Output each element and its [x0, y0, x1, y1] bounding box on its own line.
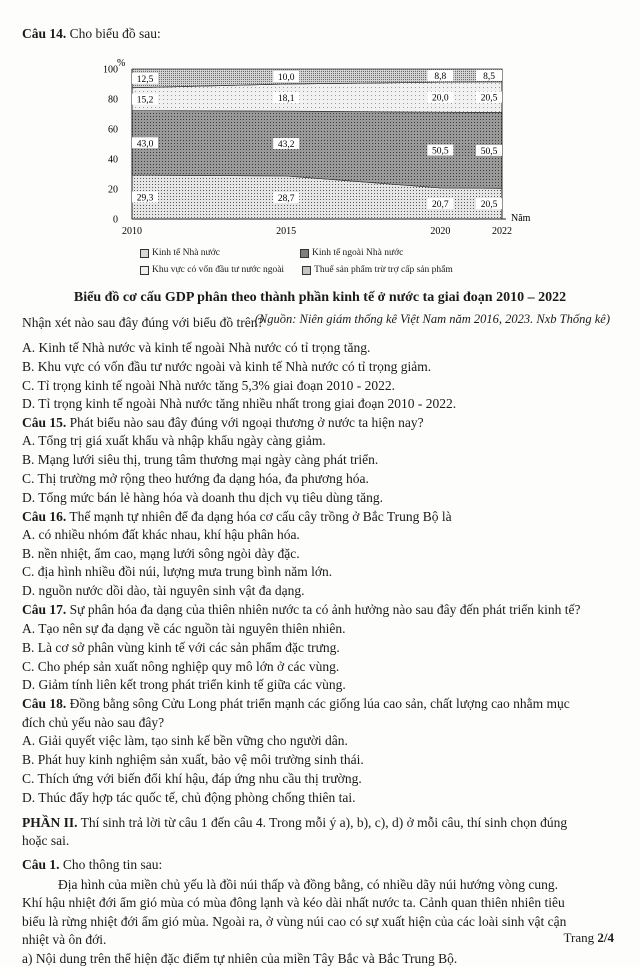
line-text: A. Tạo nên sự đa dạng về các nguồn tài nguyên thiên nhiên.: [22, 621, 346, 636]
data-label-text: 20,5: [480, 200, 498, 211]
data-label-text: 20,5: [480, 93, 498, 104]
y-tick-label: 0: [113, 214, 118, 226]
data-label-text: 10,0: [277, 73, 295, 83]
data-label-text: 43,2: [277, 140, 295, 151]
line-text: Khí hậu nhiệt đới ẩm gió mùa có mùa đông lạnh và kéo dài nhất nước ta. Cảnh quan thiên nhiên tiêu: [22, 895, 565, 910]
heading-label: Câu 15.: [22, 415, 67, 430]
legend-label: Kinh tế Nhà nước: [152, 248, 220, 258]
line-text: B. Phát huy kinh nghiệm sản xuất, bảo vệ môi trường sinh thái.: [22, 752, 364, 767]
data-label-text: 43,0: [136, 139, 154, 150]
data-label: [476, 198, 502, 210]
question-label: Câu 14.: [22, 26, 67, 41]
chart-source: (Nguồn: Niên giám thống kê Việt Nam năm 2016, 2023. Nxb Thống kê): [254, 312, 610, 326]
line-text: đích chủ yếu nào sau đây?: [22, 715, 165, 730]
y-tick-label: 60: [108, 124, 118, 136]
data-label: [132, 192, 158, 204]
line-text: Sự phân hóa đa dạng của thiên nhiên nước ta có ảnh hưởng nào sau đây đến phát triển kinh tế?: [66, 602, 581, 617]
question-text: Cho biểu đồ sau:: [66, 26, 161, 41]
page-label: Trang: [563, 930, 598, 945]
y-axis-unit: %: [117, 58, 126, 69]
data-label-text: 8,5: [483, 71, 495, 82]
legend-swatch: [140, 266, 149, 275]
line-text: B. nền nhiệt, ẩm cao, mạng lưới sông ngòi dày đặc.: [22, 546, 300, 561]
text-line: [22, 564, 332, 580]
line-text: D. Thúc đẩy hợp tác quốc tế, chủ động phòng chống thiên tai.: [22, 790, 356, 805]
line-text: hoặc sai.: [22, 833, 70, 848]
data-label: [132, 94, 158, 106]
question-heading: [22, 815, 567, 831]
text-line: [22, 378, 395, 394]
legend-label: Thuế sản phẩm trừ trợ cấp sản phẩm: [314, 265, 453, 275]
text-line: [22, 752, 364, 768]
line-text: D. nguồn nước dồi dào, tài nguyên sinh vật đa dạng.: [22, 583, 305, 598]
y-tick-label: 100: [103, 64, 118, 76]
text-line: [22, 790, 355, 806]
text-line: [22, 771, 362, 787]
data-label: [427, 92, 453, 104]
text-line: [22, 359, 431, 375]
line-text: C. địa hình nhiều đồi núi, lượng mưa trung bình năm lớn.: [22, 564, 333, 579]
data-label-text: 50,5: [480, 146, 498, 157]
legend-swatch: [302, 266, 311, 275]
line-text: D. Tổng mức bán lẻ hàng hóa và doanh thu dịch vụ tiêu dùng tăng.: [22, 490, 383, 505]
data-label-text: 29,3: [136, 193, 154, 204]
text-line: [22, 833, 69, 849]
line-text: Địa hình của miền chủ yếu là đồi núi thấp và đồng bằng, có nhiều dãy núi hướng vòng cung.: [58, 877, 558, 892]
legend-item-tax: [302, 265, 453, 275]
text-line: [22, 490, 383, 506]
text-line: [22, 621, 345, 637]
text-line: [22, 433, 326, 449]
data-label-text: 15,2: [136, 95, 154, 106]
y-tick-label: 20: [108, 184, 118, 196]
x-tick-label: 2020: [430, 226, 451, 235]
heading-label: Câu 17.: [22, 602, 67, 617]
gdp-structure-chart: [95, 55, 535, 235]
line-text: A. có nhiều nhóm đất khác nhau, khí hậu phân hóa.: [22, 527, 300, 542]
line-text: nhiệt và ôn đới.: [22, 932, 107, 947]
line-text: D. Giảm tính liên kết trong phát triển kinh tế giữa các vùng.: [22, 677, 346, 692]
page-value: 2/4: [597, 930, 614, 945]
line-text: Cho thông tin sau:: [59, 857, 163, 872]
chart-title: Biểu đồ cơ cấu GDP phân theo thành phần kinh tế ở nước ta giai đoạn 2010 – 2022: [73, 290, 567, 305]
text-line: [22, 546, 300, 562]
line-text: A. Kinh tế Nhà nước và kinh tế ngoài Nhà nước có tỉ trọng tăng.: [22, 340, 371, 355]
line-text: A. Giải quyết việc làm, tạo sinh kế bền vững cho người dân.: [22, 733, 348, 748]
line-text: Thí sinh trả lời từ câu 1 đến câu 4. Trong mỗi ý a), b), c), d) ở mỗi câu, thí sinh chọn đúng: [77, 815, 568, 830]
data-label-text: 50,5: [432, 146, 449, 157]
data-label: [273, 71, 299, 83]
legend-item-state: [140, 248, 220, 258]
line-text: C. Thị trường mở rộng theo hướng đa dạng hóa, đa phương hóa.: [22, 471, 369, 486]
data-label: [476, 92, 502, 104]
text-line: [58, 877, 558, 893]
data-label-text: 28,7: [277, 193, 295, 204]
data-label: [476, 70, 502, 82]
x-tick-label: 2022: [492, 226, 512, 235]
line-text: Thế mạnh tự nhiên để đa dạng hóa cơ cấu cây trồng ở Bắc Trung Bộ là: [66, 509, 452, 524]
data-label: [273, 92, 299, 104]
text-line: [22, 396, 456, 412]
data-label: [427, 145, 453, 157]
text-line: [22, 733, 348, 749]
text-line: [22, 527, 300, 543]
line-text: D. Tỉ trọng kinh tế ngoài Nhà nước tăng nhiều nhất trong giai đoạn 2010 - 2022.: [22, 396, 457, 411]
line-text: B. Khu vực có vốn đầu tư nước ngoài và kinh tế Nhà nước có tỉ trọng giảm.: [22, 359, 432, 374]
question-heading: [22, 509, 452, 525]
text-line: [22, 677, 346, 693]
legend-item-nonstate: [300, 248, 403, 258]
x-tick-label: 2015: [276, 226, 297, 235]
data-label: [132, 137, 158, 149]
text-line: [22, 315, 263, 331]
data-label: [427, 70, 453, 82]
line-text: A. Tổng trị giá xuất khẩu và nhập khẩu ngày càng giảm.: [22, 433, 326, 448]
heading-label: Câu 18.: [22, 696, 67, 711]
legend-item-fdi: [140, 265, 284, 275]
line-text: biểu là rừng nhiệt đới ẩm gió mùa. Ngoài ra, ở vùng núi cao có sự xuất hiện của các loài sinh vật cận: [22, 914, 567, 929]
question-heading: [22, 857, 162, 873]
text-line: [22, 340, 370, 356]
text-line: [22, 914, 566, 930]
question-heading: [22, 602, 580, 618]
legend-swatch: [300, 249, 309, 258]
line-text: Phát biểu nào sau đây đúng với ngoại thương ở nước ta hiện nay?: [66, 415, 424, 430]
text-line: [22, 452, 378, 468]
text-line: [22, 471, 369, 487]
question-14-heading: [22, 26, 161, 42]
data-label: [273, 138, 299, 150]
line-text: C. Thích ứng với biến đổi khí hậu, đáp ứng nhu cầu thị trường.: [22, 771, 362, 786]
data-label: [427, 198, 453, 210]
page-number: [564, 930, 614, 946]
heading-label: PHẦN II.: [22, 815, 78, 830]
line-text: Nhận xét nào sau đây đúng với biểu đồ trên?: [22, 315, 264, 330]
data-label-text: 8,8: [434, 72, 447, 83]
data-label-text: 18,1: [277, 94, 295, 105]
text-line: [22, 932, 106, 948]
data-label-text: 12,5: [136, 74, 154, 85]
text-line: [22, 895, 565, 911]
line-text: C. Tỉ trọng kinh tế ngoài Nhà nước tăng 5,3% giai đoạn 2010 - 2022.: [22, 378, 396, 393]
line-text: Đồng bằng sông Cửu Long phát triển mạnh các giống lúa cao sản, chất lượng cao nhằm mục: [66, 696, 570, 711]
data-label: [132, 73, 158, 85]
y-tick-label: 80: [108, 94, 118, 106]
line-text: a) Nội dung trên thể hiện đặc điểm tự nhiên của miền Tây Bắc và Bắc Trung Bộ.: [22, 951, 458, 966]
legend-swatch: [140, 249, 149, 258]
x-tick-label: 2010: [122, 226, 142, 235]
question-heading: [22, 696, 570, 712]
line-text: B. Là cơ sở phân vùng kinh tế với các sản phẩm đặc trưng.: [22, 640, 340, 655]
text-line: [22, 583, 305, 599]
data-label: [273, 192, 299, 204]
text-line: [22, 659, 339, 675]
y-tick-label: 40: [108, 154, 118, 166]
data-label-text: 20,0: [432, 93, 449, 104]
heading-label: Câu 1.: [22, 857, 60, 872]
text-line: [22, 715, 164, 731]
data-label: [476, 145, 502, 157]
line-text: C. Cho phép sản xuất nông nghiệp quy mô lớn ở các vùng.: [22, 659, 340, 674]
heading-label: Câu 16.: [22, 509, 67, 524]
data-label-text: 20,7: [432, 199, 449, 210]
line-text: B. Mạng lưới siêu thị, trung tâm thương mại ngày càng phát triển.: [22, 452, 379, 467]
text-line: [22, 640, 340, 656]
legend-label: Kinh tế ngoài Nhà nước: [311, 248, 404, 258]
x-axis-label: Năm: [511, 213, 531, 224]
question-heading: [22, 415, 424, 431]
text-line: [22, 951, 457, 967]
legend-row-1: [140, 248, 403, 258]
legend-label: Khu vực có vốn đầu tư nước ngoài: [152, 265, 285, 275]
legend-row-2: [140, 265, 453, 275]
